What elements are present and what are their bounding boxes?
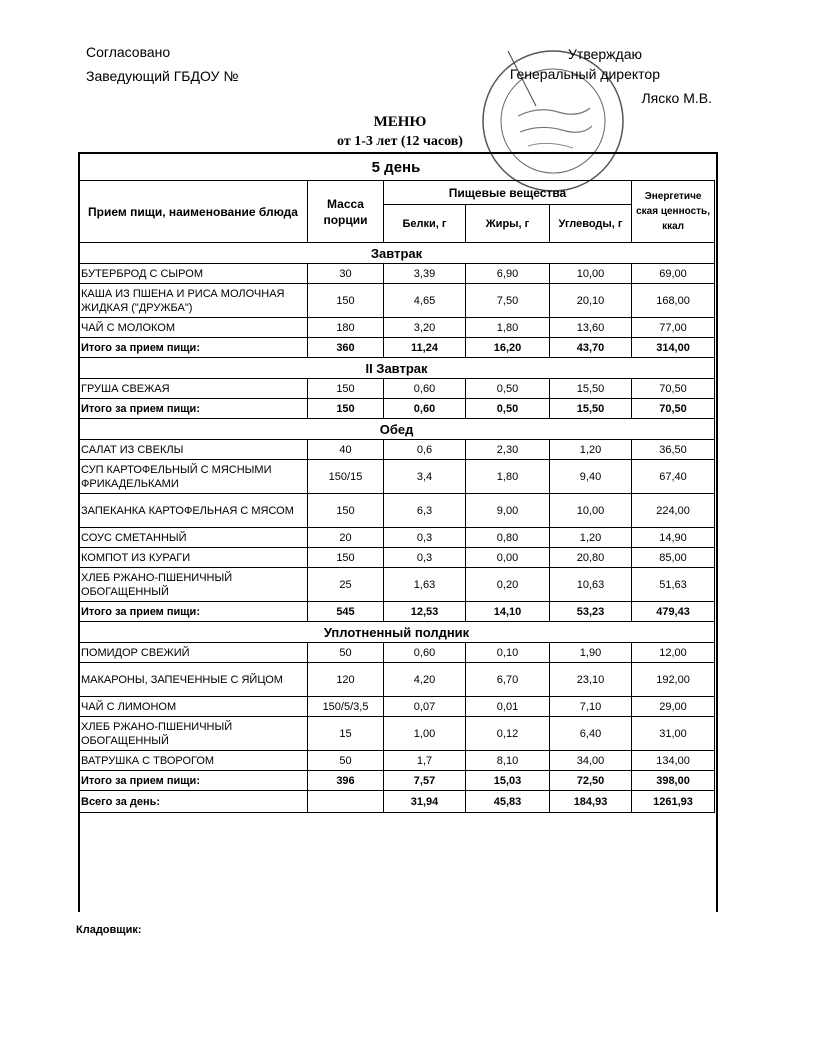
table-row bbox=[79, 318, 715, 338]
dish-mass: 40 bbox=[308, 440, 384, 460]
dish-protein: 0,3 bbox=[384, 528, 466, 548]
section-header bbox=[79, 419, 715, 440]
total-energy: 314,00 bbox=[632, 338, 715, 358]
dish-name: МАКАРОНЫ, ЗАПЕЧЕННЫЕ С ЯЙЦОМ bbox=[79, 663, 308, 697]
total-energy: 70,50 bbox=[632, 399, 715, 419]
total-mass: 360 bbox=[308, 338, 384, 358]
col-energy-header: Энергетиче ская ценность, ккал bbox=[632, 181, 715, 243]
dish-energy: 134,00 bbox=[632, 751, 715, 771]
day-total-energy: 1261,93 bbox=[632, 791, 715, 813]
director-name: Ляско М.В. bbox=[641, 90, 712, 106]
dish-carbs: 10,00 bbox=[550, 264, 632, 284]
dish-carbs: 1,90 bbox=[550, 643, 632, 663]
dish-fat: 1,80 bbox=[466, 318, 550, 338]
dish-name: САЛАТ ИЗ СВЕКЛЫ bbox=[79, 440, 308, 460]
table-row bbox=[79, 751, 715, 771]
dish-mass: 150/5/3,5 bbox=[308, 697, 384, 717]
dish-carbs: 20,80 bbox=[550, 548, 632, 568]
dish-name: СУП КАРТОФЕЛЬНЫЙ С МЯСНЫМИ ФРИКАДЕЛЬКАМИ bbox=[79, 460, 308, 494]
total-row bbox=[79, 771, 715, 791]
dish-mass: 25 bbox=[308, 568, 384, 602]
approval-block bbox=[86, 40, 238, 88]
dish-fat: 0,01 bbox=[466, 697, 550, 717]
section-header bbox=[79, 358, 715, 379]
dish-carbs: 10,63 bbox=[550, 568, 632, 602]
dish-energy: 77,00 bbox=[632, 318, 715, 338]
table-row bbox=[79, 643, 715, 663]
total-protein: 12,53 bbox=[384, 602, 466, 622]
total-row bbox=[79, 338, 715, 358]
agreed-label: Согласовано bbox=[86, 44, 171, 60]
col-name-header: Прием пищи, наименование блюда bbox=[79, 181, 308, 243]
dish-carbs: 9,40 bbox=[550, 460, 632, 494]
dish-mass: 150 bbox=[308, 379, 384, 399]
dish-protein: 1,7 bbox=[384, 751, 466, 771]
dish-name: СОУС СМЕТАННЫЙ bbox=[79, 528, 308, 548]
dish-name: БУТЕРБРОД С СЫРОМ bbox=[79, 264, 308, 284]
dish-mass: 180 bbox=[308, 318, 384, 338]
dish-name: ВАТРУШКА С ТВОРОГОМ bbox=[79, 751, 308, 771]
section-header bbox=[79, 243, 715, 264]
dish-carbs: 1,20 bbox=[550, 528, 632, 548]
approve-label: Утверждаю bbox=[568, 46, 642, 62]
day-total-label: Всего за день: bbox=[79, 791, 308, 813]
col-carbs-header: Углеводы, г bbox=[550, 205, 632, 243]
dish-mass: 50 bbox=[308, 643, 384, 663]
dish-carbs: 34,00 bbox=[550, 751, 632, 771]
dish-name: ПОМИДОР СВЕЖИЙ bbox=[79, 643, 308, 663]
dish-protein: 1,00 bbox=[384, 717, 466, 751]
dish-protein: 0,60 bbox=[384, 379, 466, 399]
dish-energy: 85,00 bbox=[632, 548, 715, 568]
col-nutrients-header: Пищевые вещества bbox=[384, 181, 632, 205]
table-row bbox=[79, 568, 715, 602]
total-row bbox=[79, 399, 715, 419]
table-row bbox=[79, 717, 715, 751]
total-carbs: 53,23 bbox=[550, 602, 632, 622]
total-energy: 398,00 bbox=[632, 771, 715, 791]
day-total-protein: 31,94 bbox=[384, 791, 466, 813]
dish-fat: 1,80 bbox=[466, 460, 550, 494]
dish-mass: 150 bbox=[308, 494, 384, 528]
table-row bbox=[79, 460, 715, 494]
dish-energy: 70,50 bbox=[632, 379, 715, 399]
dish-fat: 6,90 bbox=[466, 264, 550, 284]
dish-energy: 69,00 bbox=[632, 264, 715, 284]
dish-name: ХЛЕБ РЖАНО-ПШЕНИЧНЫЙ ОБОГАЩЕННЫЙ bbox=[79, 568, 308, 602]
total-fat: 14,10 bbox=[466, 602, 550, 622]
total-mass: 150 bbox=[308, 399, 384, 419]
dish-name: ЗАПЕКАНКА КАРТОФЕЛЬНАЯ С МЯСОМ bbox=[79, 494, 308, 528]
dish-energy: 192,00 bbox=[632, 663, 715, 697]
dish-carbs: 15,50 bbox=[550, 379, 632, 399]
dish-mass: 15 bbox=[308, 717, 384, 751]
day-total-row bbox=[79, 791, 715, 813]
day-total-mass bbox=[308, 791, 384, 813]
dish-fat: 0,80 bbox=[466, 528, 550, 548]
dish-energy: 29,00 bbox=[632, 697, 715, 717]
total-label: Итого за прием пищи: bbox=[79, 338, 308, 358]
dish-fat: 2,30 bbox=[466, 440, 550, 460]
dish-protein: 0,07 bbox=[384, 697, 466, 717]
total-label: Итого за прием пищи: bbox=[79, 602, 308, 622]
table-row bbox=[79, 440, 715, 460]
dish-protein: 0,60 bbox=[384, 643, 466, 663]
dish-protein: 3,4 bbox=[384, 460, 466, 494]
dish-name: ХЛЕБ РЖАНО-ПШЕНИЧНЫЙ ОБОГАЩЕННЫЙ bbox=[79, 717, 308, 751]
total-fat: 15,03 bbox=[466, 771, 550, 791]
dish-carbs: 20,10 bbox=[550, 284, 632, 318]
approved-block bbox=[470, 44, 730, 108]
total-fat: 0,50 bbox=[466, 399, 550, 419]
dish-energy: 224,00 bbox=[632, 494, 715, 528]
total-energy: 479,43 bbox=[632, 602, 715, 622]
dish-fat: 8,10 bbox=[466, 751, 550, 771]
menu-title: МЕНЮ bbox=[373, 114, 427, 130]
table-row bbox=[79, 264, 715, 284]
table-row bbox=[79, 494, 715, 528]
dish-energy: 14,90 bbox=[632, 528, 715, 548]
dish-mass: 150/15 bbox=[308, 460, 384, 494]
menu-subtitle: от 1-3 лет (12 часов) bbox=[337, 134, 463, 149]
dish-name: ГРУША СВЕЖАЯ bbox=[79, 379, 308, 399]
total-carbs: 72,50 bbox=[550, 771, 632, 791]
dish-name: ЧАЙ С ЛИМОНОМ bbox=[79, 697, 308, 717]
dish-name: ЧАЙ С МОЛОКОМ bbox=[79, 318, 308, 338]
director-label: Генеральный директор bbox=[509, 66, 660, 82]
total-protein: 7,57 bbox=[384, 771, 466, 791]
total-label: Итого за прием пищи: bbox=[79, 771, 308, 791]
total-fat: 16,20 bbox=[466, 338, 550, 358]
table-row bbox=[79, 548, 715, 568]
dish-protein: 3,20 bbox=[384, 318, 466, 338]
section-title: Обед bbox=[79, 419, 715, 440]
dish-mass: 30 bbox=[308, 264, 384, 284]
day-title: 5 день bbox=[80, 156, 712, 181]
col-mass-header: Масса порции bbox=[308, 181, 384, 243]
dish-fat: 6,70 bbox=[466, 663, 550, 697]
dish-energy: 67,40 bbox=[632, 460, 715, 494]
dish-protein: 1,63 bbox=[384, 568, 466, 602]
total-protein: 0,60 bbox=[384, 399, 466, 419]
dish-carbs: 10,00 bbox=[550, 494, 632, 528]
head-label: Заведующий ГБДОУ № bbox=[86, 68, 239, 84]
day-total-carbs: 184,93 bbox=[550, 791, 632, 813]
table-row bbox=[79, 663, 715, 697]
dish-carbs: 7,10 bbox=[550, 697, 632, 717]
section-header bbox=[79, 622, 715, 643]
dish-protein: 3,39 bbox=[384, 264, 466, 284]
dish-protein: 0,3 bbox=[384, 548, 466, 568]
dish-fat: 0,50 bbox=[466, 379, 550, 399]
dish-fat: 0,20 bbox=[466, 568, 550, 602]
total-label: Итого за прием пищи: bbox=[79, 399, 308, 419]
dish-energy: 51,63 bbox=[632, 568, 715, 602]
total-mass: 545 bbox=[308, 602, 384, 622]
dish-mass: 50 bbox=[308, 751, 384, 771]
dish-protein: 0,6 bbox=[384, 440, 466, 460]
dish-carbs: 6,40 bbox=[550, 717, 632, 751]
total-mass: 396 bbox=[308, 771, 384, 791]
menu-table bbox=[78, 180, 715, 813]
dish-energy: 36,50 bbox=[632, 440, 715, 460]
total-protein: 11,24 bbox=[384, 338, 466, 358]
table-row bbox=[79, 284, 715, 318]
dish-energy: 168,00 bbox=[632, 284, 715, 318]
total-row bbox=[79, 602, 715, 622]
section-title: Уплотненный полдник bbox=[79, 622, 715, 643]
dish-carbs: 23,10 bbox=[550, 663, 632, 697]
dish-energy: 31,00 bbox=[632, 717, 715, 751]
dish-carbs: 1,20 bbox=[550, 440, 632, 460]
table-row bbox=[79, 528, 715, 548]
dish-fat: 7,50 bbox=[466, 284, 550, 318]
dish-fat: 0,10 bbox=[466, 643, 550, 663]
dish-mass: 150 bbox=[308, 548, 384, 568]
col-protein-header: Белки, г bbox=[384, 205, 466, 243]
dish-fat: 0,00 bbox=[466, 548, 550, 568]
dish-fat: 9,00 bbox=[466, 494, 550, 528]
total-carbs: 43,70 bbox=[550, 338, 632, 358]
dish-mass: 20 bbox=[308, 528, 384, 548]
total-carbs: 15,50 bbox=[550, 399, 632, 419]
dish-name: КАША ИЗ ПШЕНА И РИСА МОЛОЧНАЯ ЖИДКАЯ ("ДРУЖБА") bbox=[79, 284, 308, 318]
section-title: Завтрак bbox=[79, 243, 715, 264]
section-title: II Завтрак bbox=[79, 358, 715, 379]
dish-carbs: 13,60 bbox=[550, 318, 632, 338]
dish-name: КОМПОТ ИЗ КУРАГИ bbox=[79, 548, 308, 568]
dish-mass: 150 bbox=[308, 284, 384, 318]
table-row bbox=[79, 379, 715, 399]
table-row bbox=[79, 697, 715, 717]
col-fat-header: Жиры, г bbox=[466, 205, 550, 243]
dish-protein: 6,3 bbox=[384, 494, 466, 528]
storekeeper-label: Кладовщик: bbox=[76, 924, 142, 936]
dish-energy: 12,00 bbox=[632, 643, 715, 663]
day-total-fat: 45,83 bbox=[466, 791, 550, 813]
dish-protein: 4,65 bbox=[384, 284, 466, 318]
dish-fat: 0,12 bbox=[466, 717, 550, 751]
dish-protein: 4,20 bbox=[384, 663, 466, 697]
dish-mass: 120 bbox=[308, 663, 384, 697]
